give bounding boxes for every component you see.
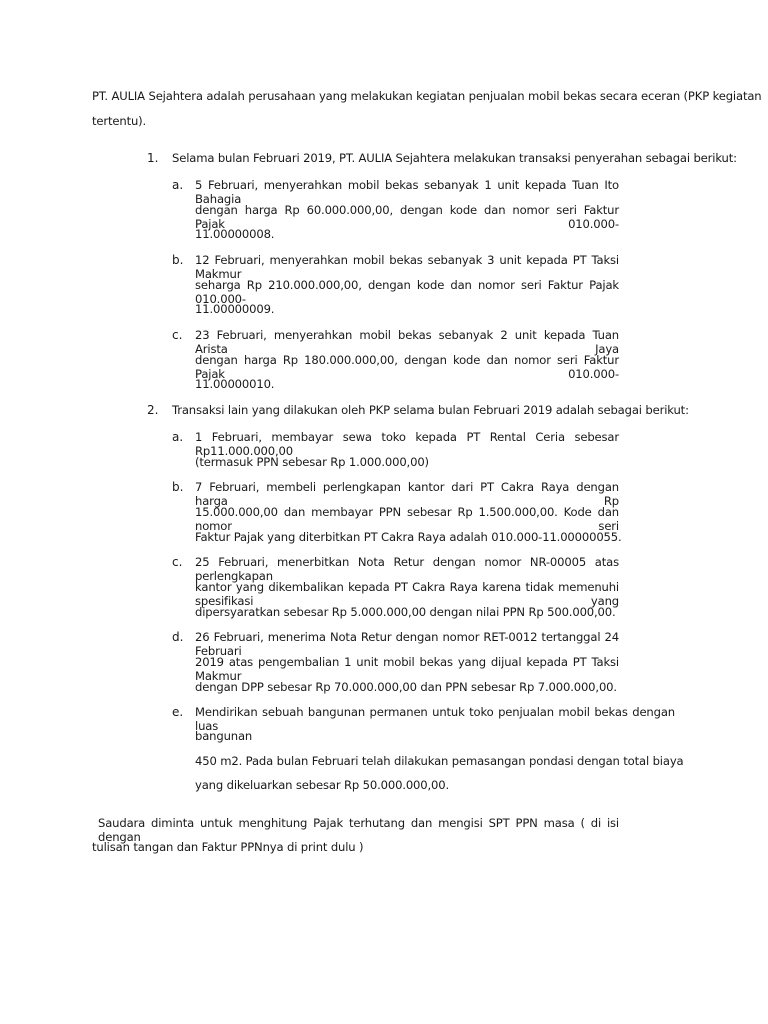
section-2-item-e-line-4: yang dikeluarkan sebesar Rp 50.000.000,00. bbox=[195, 778, 450, 792]
section-1-item-c-line-1: 23 Februari, menyerahkan mobil bekas sebanyak 2 unit kepada Tuan Arista Jaya bbox=[195, 328, 619, 356]
section-2-item-b-line-3: Faktur Pajak yang diterbitkan PT Cakra Raya adalah 010.000-11.00000055. bbox=[195, 530, 622, 544]
section-1-item-c-marker: c. bbox=[172, 328, 183, 342]
section-2-item-b-marker: b. bbox=[172, 480, 184, 494]
section-2-item-d-line-1: 26 Februari, menerima Nota Retur dengan nomor RET-0012 tertanggal 24 Februari bbox=[195, 630, 619, 658]
section-1-item-b-line-1: 12 Februari, menyerahkan mobil bekas sebanyak 3 unit kepada PT Taksi Makmur bbox=[195, 253, 619, 281]
section-2-item-a-marker: a. bbox=[172, 430, 184, 444]
section-2-item-e-line-3: 450 m2. Pada bulan Februari telah dilakukan pemasangan pondasi dengan total biaya bbox=[195, 754, 684, 768]
section-1-item-a-line-2: dengan harga Rp 60.000.000,00, dengan kode dan nomor seri Faktur Pajak 010.000- bbox=[195, 203, 619, 231]
section-2-item-e-line-1: Mendirikan sebuah bangunan permanen untuk toko penjualan mobil bekas dengan luas bbox=[195, 705, 675, 733]
section-2-item-b-line-1: 7 Februari, membeli perlengkapan kantor dari PT Cakra Raya dengan harga Rp bbox=[195, 480, 619, 508]
section-1-heading: Selama bulan Februari 2019, PT. AULIA Sejahtera melakukan transaksi penyerahan sebagai berikut: bbox=[172, 151, 737, 165]
closing-line-1: Saudara diminta untuk menghitung Pajak terhutang dan mengisi SPT PPN masa ( di isi dengan bbox=[98, 816, 619, 844]
section-2-marker: 2. bbox=[147, 403, 159, 417]
section-2-heading: Transaksi lain yang dilakukan oleh PKP selama bulan Februari 2019 adalah sebagai berikut: bbox=[172, 403, 689, 417]
section-2-item-e-marker: e. bbox=[172, 705, 184, 719]
section-1-item-b-line-3: 11.00000009. bbox=[195, 302, 275, 316]
section-1-item-c-line-2: dengan harga Rp 180.000.000,00, dengan kode dan nomor seri Faktur Pajak 010.000- bbox=[195, 353, 619, 381]
section-2-item-d-marker: d. bbox=[172, 630, 184, 644]
intro-line-2: tertentu). bbox=[92, 114, 147, 128]
section-2-item-a-line-1: 1 Februari, membayar sewa toko kepada PT Rental Ceria sebesar Rp11.000.000,00 bbox=[195, 430, 619, 458]
section-2-item-e-line-2: bangunan bbox=[195, 729, 253, 743]
section-1-item-a-line-1: 5 Februari, menyerahkan mobil bekas sebanyak 1 unit kepada Tuan Ito Bahagia bbox=[195, 178, 619, 206]
section-2-item-d-line-3: dengan DPP sebesar Rp 70.000.000,00 dan PPN sebesar Rp 7.000.000,00. bbox=[195, 680, 617, 694]
section-1-item-a-line-3: 11.00000008. bbox=[195, 227, 275, 241]
section-2-item-a-line-2: (termasuk PPN sebesar Rp 1.000.000,00) bbox=[195, 455, 429, 469]
section-2-item-c-line-3: dipersyaratkan sebesar Rp 5.000.000,00 dengan nilai PPN Rp 500.000,00. bbox=[195, 605, 616, 619]
closing-line-2: tulisan tangan dan Faktur PPNnya di print dulu ) bbox=[92, 840, 364, 854]
section-1-item-b-marker: b. bbox=[172, 253, 184, 267]
section-2-item-c-line-2: kantor yang dikembalikan kepada PT Cakra Raya karena tidak memenuhi spesifikasi yang bbox=[195, 580, 619, 608]
section-2-item-b-line-2: 15.000.000,00 dan membayar PPN sebesar Rp 1.500.000,00. Kode dan nomor seri bbox=[195, 505, 619, 533]
section-1-marker: 1. bbox=[147, 151, 159, 165]
section-1-item-a-marker: a. bbox=[172, 178, 184, 192]
section-2-item-c-marker: c. bbox=[172, 555, 183, 569]
section-1-item-c-line-3: 11.00000010. bbox=[195, 377, 275, 391]
intro-line-1: PT. AULIA Sejahtera adalah perusahaan yang melakukan kegiatan penjualan mobil bekas secara eceran (PKP kegiatan bbox=[92, 89, 762, 103]
section-2-item-c-line-1: 25 Februari, menerbitkan Nota Retur dengan nomor NR-00005 atas perlengkapan bbox=[195, 555, 619, 583]
section-2-item-d-line-2: 2019 atas pengembalian 1 unit mobil bekas yang dijual kepada PT Taksi Makmur bbox=[195, 655, 619, 683]
section-1-item-b-line-2: seharga Rp 210.000.000,00, dengan kode dan nomor seri Faktur Pajak 010.000- bbox=[195, 278, 619, 306]
